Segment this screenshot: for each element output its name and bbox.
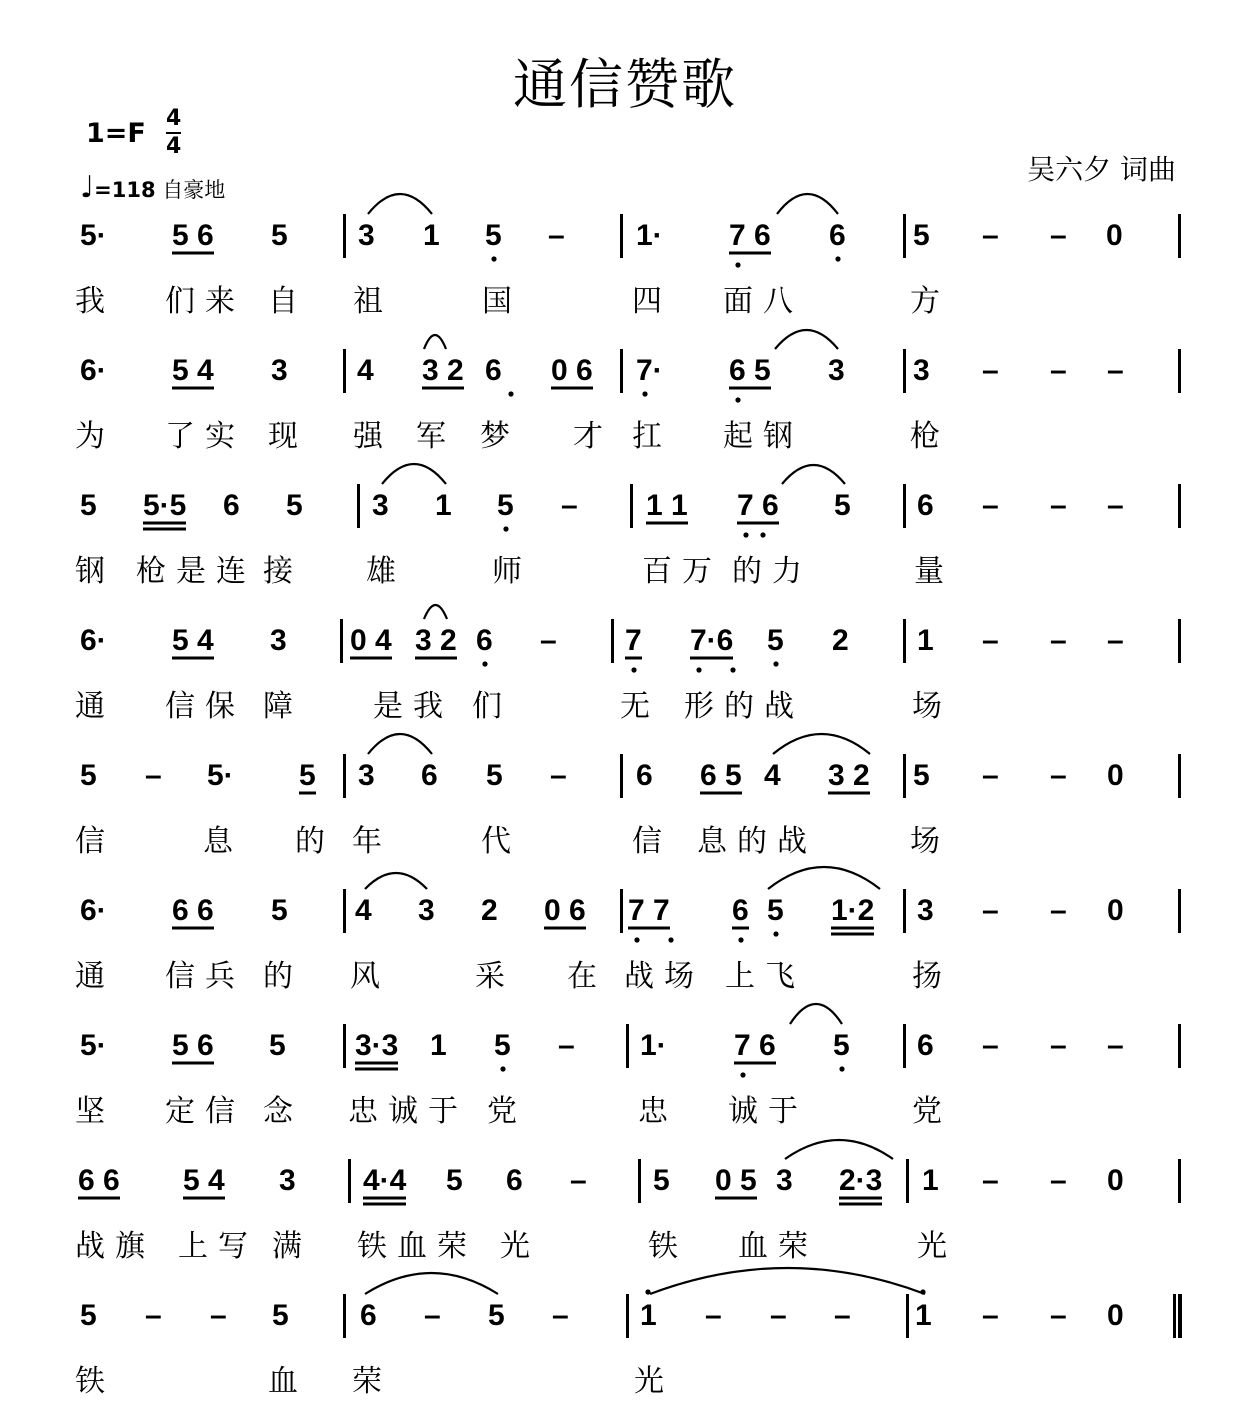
note: 5 bbox=[446, 1164, 463, 1197]
note: 2 bbox=[481, 894, 498, 927]
lyric: 四 bbox=[632, 284, 662, 319]
lyric: 的 bbox=[295, 824, 325, 859]
note: 3 2 bbox=[415, 624, 457, 657]
slur-arc bbox=[368, 734, 432, 754]
lyric: 自 bbox=[268, 284, 298, 319]
note: 3 bbox=[776, 1164, 793, 1197]
note: 0 4 bbox=[350, 624, 392, 657]
slur-arc bbox=[777, 194, 838, 214]
low-octave-dot bbox=[491, 256, 496, 261]
lyric: 量 bbox=[914, 554, 944, 589]
lyric: 师 bbox=[492, 554, 522, 589]
note: 5 bbox=[271, 219, 288, 252]
note: 7·6 bbox=[690, 624, 734, 657]
lyric: 息的战 bbox=[697, 824, 817, 859]
low-octave-dot bbox=[735, 262, 740, 267]
note: 7 bbox=[625, 624, 642, 657]
note: 3 bbox=[271, 354, 288, 387]
note: 7 6 bbox=[737, 489, 779, 522]
slur-arc bbox=[650, 1268, 925, 1294]
lyric: 通 bbox=[75, 959, 105, 994]
note: 5 bbox=[272, 1299, 289, 1332]
low-octave-dot bbox=[839, 1066, 844, 1071]
note: 5 bbox=[833, 1029, 850, 1062]
note: – bbox=[145, 1299, 162, 1332]
lyric: 忠诚于 bbox=[348, 1094, 468, 1129]
lyric: 我 bbox=[75, 284, 105, 319]
key-signature: 1=F bbox=[86, 118, 146, 149]
low-octave-dot bbox=[743, 532, 748, 537]
note: – bbox=[1107, 489, 1124, 522]
note: – bbox=[548, 219, 565, 252]
lyric: 上写 bbox=[178, 1229, 258, 1264]
slur-arc bbox=[782, 465, 845, 484]
note: 1· bbox=[640, 1029, 667, 1062]
lyric: 是我 bbox=[373, 689, 453, 724]
lyric: 军 bbox=[416, 419, 446, 454]
lyric: 风 bbox=[350, 959, 380, 994]
note: 5 bbox=[486, 759, 503, 792]
lyric: 年 bbox=[352, 824, 382, 859]
lyric: 场 bbox=[910, 824, 940, 859]
note: 5 bbox=[485, 219, 502, 252]
note: 5 4 bbox=[172, 354, 214, 387]
low-octave-dot bbox=[642, 391, 647, 396]
lyric: 血荣 bbox=[738, 1229, 818, 1264]
slur-arc bbox=[424, 335, 446, 349]
lyric: 接 bbox=[263, 554, 293, 589]
note: 5 bbox=[299, 759, 316, 792]
note: 0 bbox=[1106, 219, 1123, 252]
slur-arc bbox=[365, 873, 427, 889]
lyric: 光 bbox=[917, 1229, 947, 1264]
note: 1 bbox=[915, 1299, 932, 1332]
note: 7 6 bbox=[734, 1029, 776, 1062]
note: – bbox=[424, 1299, 441, 1332]
note: – bbox=[1050, 894, 1067, 927]
lyric: 雄 bbox=[366, 554, 396, 589]
note: 6 bbox=[360, 1299, 377, 1332]
note: 3·3 bbox=[355, 1029, 399, 1062]
low-octave-dot bbox=[634, 937, 639, 942]
note: 5 bbox=[271, 894, 288, 927]
time-signature-bottom: 4 bbox=[166, 134, 182, 159]
lyric: 了实 bbox=[165, 419, 245, 454]
note: – bbox=[1050, 624, 1067, 657]
note: 5 bbox=[497, 489, 514, 522]
low-octave-dot bbox=[735, 397, 740, 402]
note: 5 bbox=[494, 1029, 511, 1062]
lyric: 们 bbox=[472, 689, 502, 724]
note: 1· bbox=[636, 219, 663, 252]
note: 3 2 bbox=[422, 354, 464, 387]
note: 5 bbox=[269, 1029, 286, 1062]
lyric: 现 bbox=[268, 419, 298, 454]
note: 5· bbox=[80, 219, 107, 252]
note: – bbox=[982, 354, 999, 387]
lyric: 上飞 bbox=[725, 959, 805, 994]
lyric: 血 bbox=[268, 1364, 298, 1399]
note: 5·5 bbox=[143, 489, 187, 522]
note: – bbox=[982, 894, 999, 927]
note: 1 bbox=[922, 1164, 939, 1197]
note: 5 4 bbox=[172, 624, 214, 657]
lyric: 国 bbox=[482, 284, 512, 319]
note: 1 1 bbox=[646, 489, 688, 522]
lyric: 枪 bbox=[910, 419, 940, 454]
note: 0 6 bbox=[551, 354, 593, 387]
lyric: 祖 bbox=[353, 284, 383, 319]
lyric: 的力 bbox=[732, 554, 812, 589]
note: – bbox=[982, 1299, 999, 1332]
lyric: 梦 bbox=[480, 419, 510, 454]
note: 0 5 bbox=[715, 1164, 757, 1197]
note: 5 bbox=[834, 489, 851, 522]
note: – bbox=[1050, 1029, 1067, 1062]
note: 0 bbox=[1107, 894, 1124, 927]
note: 5 bbox=[913, 219, 930, 252]
note: 1·2 bbox=[831, 894, 875, 927]
low-octave-dot bbox=[696, 667, 701, 672]
note: 1 bbox=[640, 1299, 657, 1332]
song-title: 通信赞歌 bbox=[513, 53, 737, 116]
lyric: 在 bbox=[567, 959, 597, 994]
lyric: 枪是连 bbox=[136, 554, 256, 589]
lyric: 党 bbox=[487, 1094, 517, 1129]
lyric: 诚于 bbox=[728, 1094, 808, 1129]
note: 0 bbox=[1107, 759, 1124, 792]
note: 6· bbox=[80, 624, 107, 657]
low-octave-dot bbox=[500, 1066, 505, 1071]
note: 2·3 bbox=[839, 1164, 883, 1197]
expression-text: 自豪地 bbox=[162, 178, 226, 202]
note: 6 bbox=[636, 759, 653, 792]
note: 1 bbox=[917, 624, 934, 657]
note: 5· bbox=[207, 759, 234, 792]
note: 6 bbox=[421, 759, 438, 792]
note: 5 bbox=[286, 489, 303, 522]
note: 3 bbox=[913, 354, 930, 387]
lyric: 扛 bbox=[632, 419, 662, 454]
note: 3 bbox=[270, 624, 287, 657]
note: – bbox=[982, 489, 999, 522]
lyric: 光 bbox=[500, 1229, 530, 1264]
note: 6 bbox=[917, 489, 934, 522]
time-signature-top: 4 bbox=[166, 106, 182, 131]
low-octave-dot bbox=[508, 391, 513, 396]
lyric: 光 bbox=[634, 1364, 664, 1399]
note: 6 5 bbox=[729, 354, 771, 387]
lyric: 百万 bbox=[642, 554, 722, 589]
note: – bbox=[1050, 759, 1067, 792]
tempo-value: =118 bbox=[94, 178, 156, 202]
lyric: 钢 bbox=[75, 554, 105, 589]
low-octave-dot bbox=[503, 526, 508, 531]
note: 6· bbox=[80, 354, 107, 387]
note: 5 bbox=[767, 624, 784, 657]
low-octave-dot bbox=[631, 667, 636, 672]
low-octave-dot bbox=[740, 1072, 745, 1077]
lyric: 战场 bbox=[624, 959, 704, 994]
note: – bbox=[561, 489, 578, 522]
note: – bbox=[145, 759, 162, 792]
note: – bbox=[1050, 354, 1067, 387]
note: – bbox=[552, 1299, 569, 1332]
note: 2 bbox=[832, 624, 849, 657]
note: 6 5 bbox=[700, 759, 742, 792]
low-octave-dot bbox=[738, 937, 743, 942]
note: 3 bbox=[828, 354, 845, 387]
note: 1 bbox=[423, 219, 440, 252]
low-octave-dot bbox=[730, 667, 735, 672]
note: 4 bbox=[355, 894, 372, 927]
note: 3 bbox=[279, 1164, 296, 1197]
lyric: 场 bbox=[912, 689, 942, 724]
note: 6 6 bbox=[172, 894, 214, 927]
note: 6 bbox=[223, 489, 240, 522]
note: 6 bbox=[732, 894, 749, 927]
note: 3 bbox=[917, 894, 934, 927]
note: 1 bbox=[435, 489, 452, 522]
note: 6 6 bbox=[78, 1164, 120, 1197]
lyric: 无 bbox=[620, 689, 650, 724]
low-octave-dot bbox=[835, 256, 840, 261]
note: 6· bbox=[80, 894, 107, 927]
lyric: 代 bbox=[481, 824, 511, 859]
low-octave-dot bbox=[773, 931, 778, 936]
note: 3 bbox=[418, 894, 435, 927]
note: 0 bbox=[1107, 1299, 1124, 1332]
lyric: 铁血荣 bbox=[357, 1229, 477, 1264]
composer-credit: 吴六夕 词曲 bbox=[1027, 153, 1176, 186]
low-octave-dot bbox=[773, 661, 778, 666]
note: 4·4 bbox=[363, 1164, 407, 1197]
note: – bbox=[982, 1164, 999, 1197]
note: – bbox=[1050, 489, 1067, 522]
lyric: 荣 bbox=[352, 1364, 382, 1399]
note: – bbox=[540, 624, 557, 657]
note: 0 6 bbox=[544, 894, 586, 927]
lyric: 们来 bbox=[165, 284, 245, 319]
note: – bbox=[1107, 1029, 1124, 1062]
lyric: 才 bbox=[573, 419, 603, 454]
lyric: 信 bbox=[75, 824, 105, 859]
note: 3 bbox=[358, 759, 375, 792]
note: 3 bbox=[372, 489, 389, 522]
note: 5· bbox=[80, 1029, 107, 1062]
note: 6 bbox=[506, 1164, 523, 1197]
lyric: 信保 bbox=[165, 689, 245, 724]
lyric: 忠 bbox=[638, 1094, 668, 1129]
note: – bbox=[550, 759, 567, 792]
lyric: 为 bbox=[75, 419, 105, 454]
note: 7 7 bbox=[628, 894, 670, 927]
note: 5 bbox=[488, 1299, 505, 1332]
note: 6 bbox=[485, 354, 502, 387]
slur-arc bbox=[768, 867, 880, 889]
lyric: 铁 bbox=[648, 1229, 678, 1264]
lyric: 通 bbox=[75, 689, 105, 724]
note: 5 bbox=[80, 1299, 97, 1332]
lyric: 铁 bbox=[75, 1364, 105, 1399]
lyric: 息 bbox=[203, 824, 233, 859]
slur-arc bbox=[785, 1140, 893, 1159]
low-octave-dot bbox=[668, 937, 673, 942]
note: – bbox=[982, 624, 999, 657]
lyric: 强 bbox=[353, 419, 383, 454]
lyric: 坚 bbox=[75, 1094, 105, 1129]
note: 6 bbox=[829, 219, 846, 252]
slur-arc bbox=[424, 605, 447, 619]
note: – bbox=[570, 1164, 587, 1197]
lyric: 信 bbox=[632, 824, 662, 859]
note: 6 bbox=[917, 1029, 934, 1062]
note: 5 bbox=[653, 1164, 670, 1197]
note: 6 bbox=[476, 624, 493, 657]
note: 0 bbox=[1107, 1164, 1124, 1197]
low-octave-dot bbox=[482, 661, 487, 666]
lyric: 面八 bbox=[723, 284, 803, 319]
note: 5 bbox=[767, 894, 784, 927]
lyric: 采 bbox=[475, 959, 505, 994]
slur-arc bbox=[775, 330, 838, 349]
note: – bbox=[705, 1299, 722, 1332]
note: – bbox=[770, 1299, 787, 1332]
note: 4 bbox=[764, 759, 781, 792]
lyric: 形的战 bbox=[684, 689, 804, 724]
lyric: 的 bbox=[263, 959, 293, 994]
note: – bbox=[1050, 1164, 1067, 1197]
note: 4 bbox=[357, 354, 374, 387]
lyric: 扬 bbox=[912, 959, 942, 994]
note: 3 bbox=[358, 219, 375, 252]
high-octave-dot bbox=[645, 1289, 650, 1294]
lyric: 方 bbox=[910, 284, 940, 319]
note: 5 bbox=[80, 489, 97, 522]
note: 7 6 bbox=[729, 219, 771, 252]
slur-arc bbox=[773, 734, 870, 754]
lyric: 障 bbox=[263, 689, 293, 724]
lyric: 战旗 bbox=[75, 1229, 155, 1264]
lyric: 定信 bbox=[165, 1094, 245, 1129]
quarter-note-icon: ♩ bbox=[80, 170, 95, 205]
note: – bbox=[1050, 219, 1067, 252]
lyric: 党 bbox=[912, 1094, 942, 1129]
note: 5 4 bbox=[183, 1164, 225, 1197]
note: 5 6 bbox=[172, 219, 214, 252]
low-octave-dot bbox=[760, 532, 765, 537]
slur-arc bbox=[790, 1004, 842, 1024]
note: – bbox=[1107, 354, 1124, 387]
lyric: 起钢 bbox=[723, 419, 803, 454]
slur-arc bbox=[382, 464, 446, 484]
note: – bbox=[982, 759, 999, 792]
note: 5 6 bbox=[172, 1029, 214, 1062]
lyric: 信兵 bbox=[165, 959, 245, 994]
note: 5 bbox=[80, 759, 97, 792]
slur-arc bbox=[365, 1273, 498, 1294]
note: – bbox=[558, 1029, 575, 1062]
note: 7· bbox=[636, 354, 663, 387]
note: 3 2 bbox=[828, 759, 870, 792]
note: – bbox=[1050, 1299, 1067, 1332]
note: – bbox=[1107, 624, 1124, 657]
note: – bbox=[210, 1299, 227, 1332]
note: – bbox=[982, 219, 999, 252]
note: – bbox=[982, 1029, 999, 1062]
slur-arc bbox=[368, 194, 432, 214]
lyric: 满 bbox=[272, 1229, 302, 1264]
note: – bbox=[834, 1299, 851, 1332]
note: 1 bbox=[430, 1029, 447, 1062]
lyric: 念 bbox=[263, 1094, 293, 1129]
note: 5 bbox=[913, 759, 930, 792]
